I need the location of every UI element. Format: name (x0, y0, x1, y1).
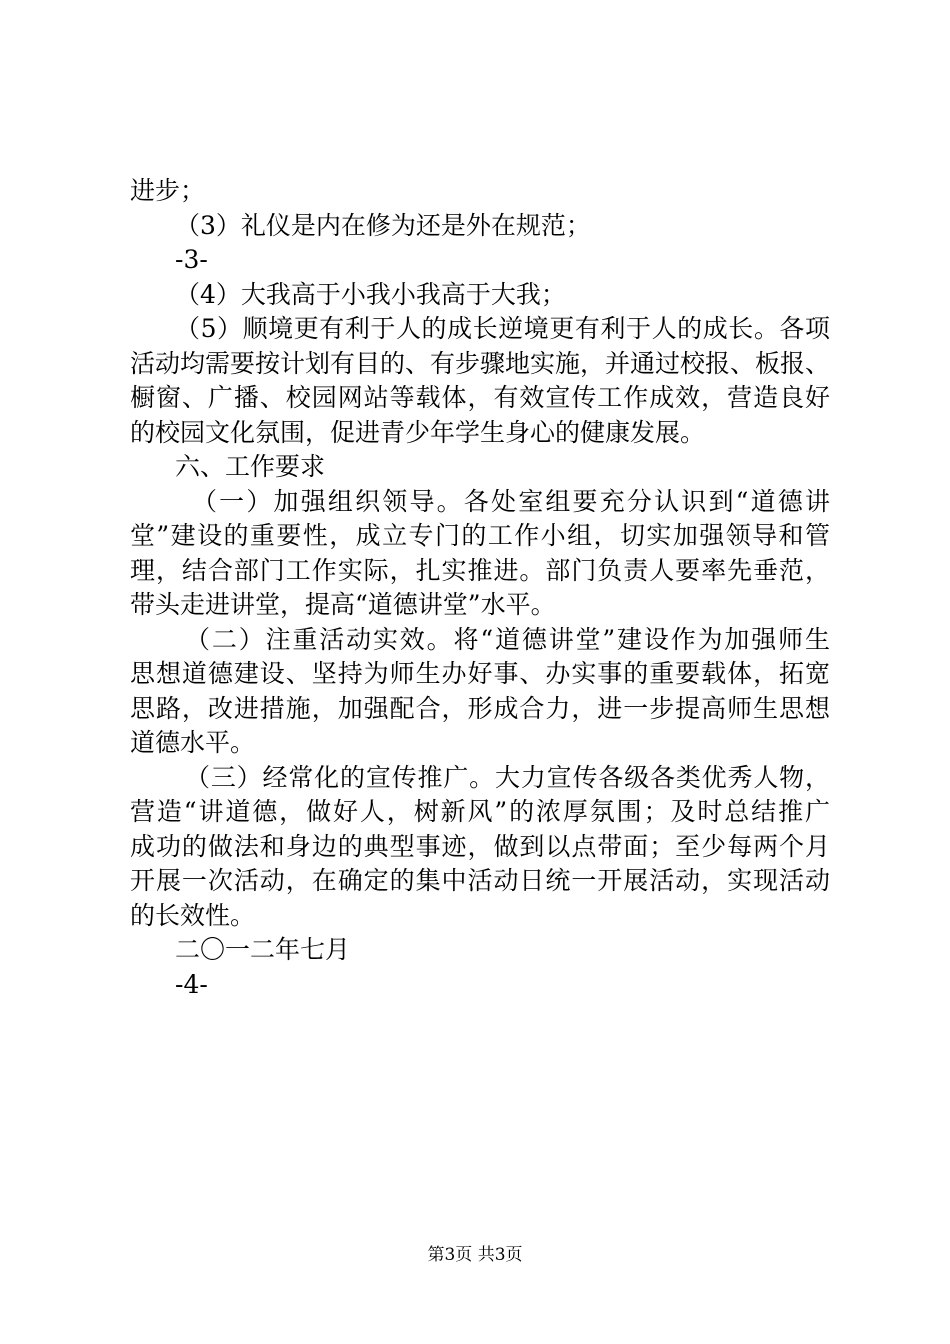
section-heading: 六、工作要求 (175, 452, 326, 481)
text-line: 营造“讲道德，做好人，树新风”的浓厚氛围；及时总结推广 (130, 797, 830, 826)
text-line: 思想道德建设、坚持为师生办好事、办实事的重要载体，拓宽 (130, 659, 830, 688)
text-line: （4）大我高于小我小我高于大我； (175, 279, 566, 309)
page-marker: -3- (175, 245, 208, 274)
text-line: 成功的做法和身边的典型事迹，做到以点带面；至少每两个月 (130, 831, 830, 861)
text-line: 堂”建设的重要性，成立专门的工作小组，切实加强领导和管 (130, 521, 830, 550)
document-date: 二〇一二年七月 (175, 935, 351, 964)
text-line: 橱窗、广播、校园网站等载体，有效宣传工作成效，营造良好 (130, 383, 830, 412)
text-line: 开展一次活动，在确定的集中活动日统一开展活动，实现活动 (130, 866, 830, 895)
text-line: 活动均需要按计划有目的、有步骤地实施，并通过校报、板报、 (130, 348, 831, 378)
text-line: 理，结合部门工作实际，扎实推进。部门负责人要率先垂范， (130, 555, 830, 585)
page-marker: -4- (175, 969, 208, 999)
document-body (130, 174, 830, 1002)
text-line: （二）注重活动实效。将“道德讲堂”建设作为加强师生 (185, 624, 830, 654)
text-line: （3）礼仪是内在修为还是外在规范； (175, 210, 591, 240)
page-footer: 第3页 共3页 (427, 1245, 523, 1265)
text-line: 进步； (130, 176, 206, 205)
text-line: 带头走进讲堂，提高“道德讲堂”水平。 (130, 590, 556, 619)
text-line: 的长效性。 (130, 900, 256, 930)
text-line: （一）加强组织领导。各处室组要充分认识到“道德讲 (192, 486, 830, 516)
text-line: （5）顺境更有利于人的成长逆境更有利于人的成长。各项 (175, 314, 830, 343)
text-line: 的校园文化氛围，促进青少年学生身心的健康发展。 (130, 417, 706, 447)
text-line: 思路，改进措施，加强配合，形成合力，进一步提高师生思想 (130, 693, 830, 723)
text-line: 道德水平。 (130, 728, 256, 757)
text-line: （三）经常化的宣传推广。大力宣传各级各类优秀人物， (185, 762, 830, 792)
